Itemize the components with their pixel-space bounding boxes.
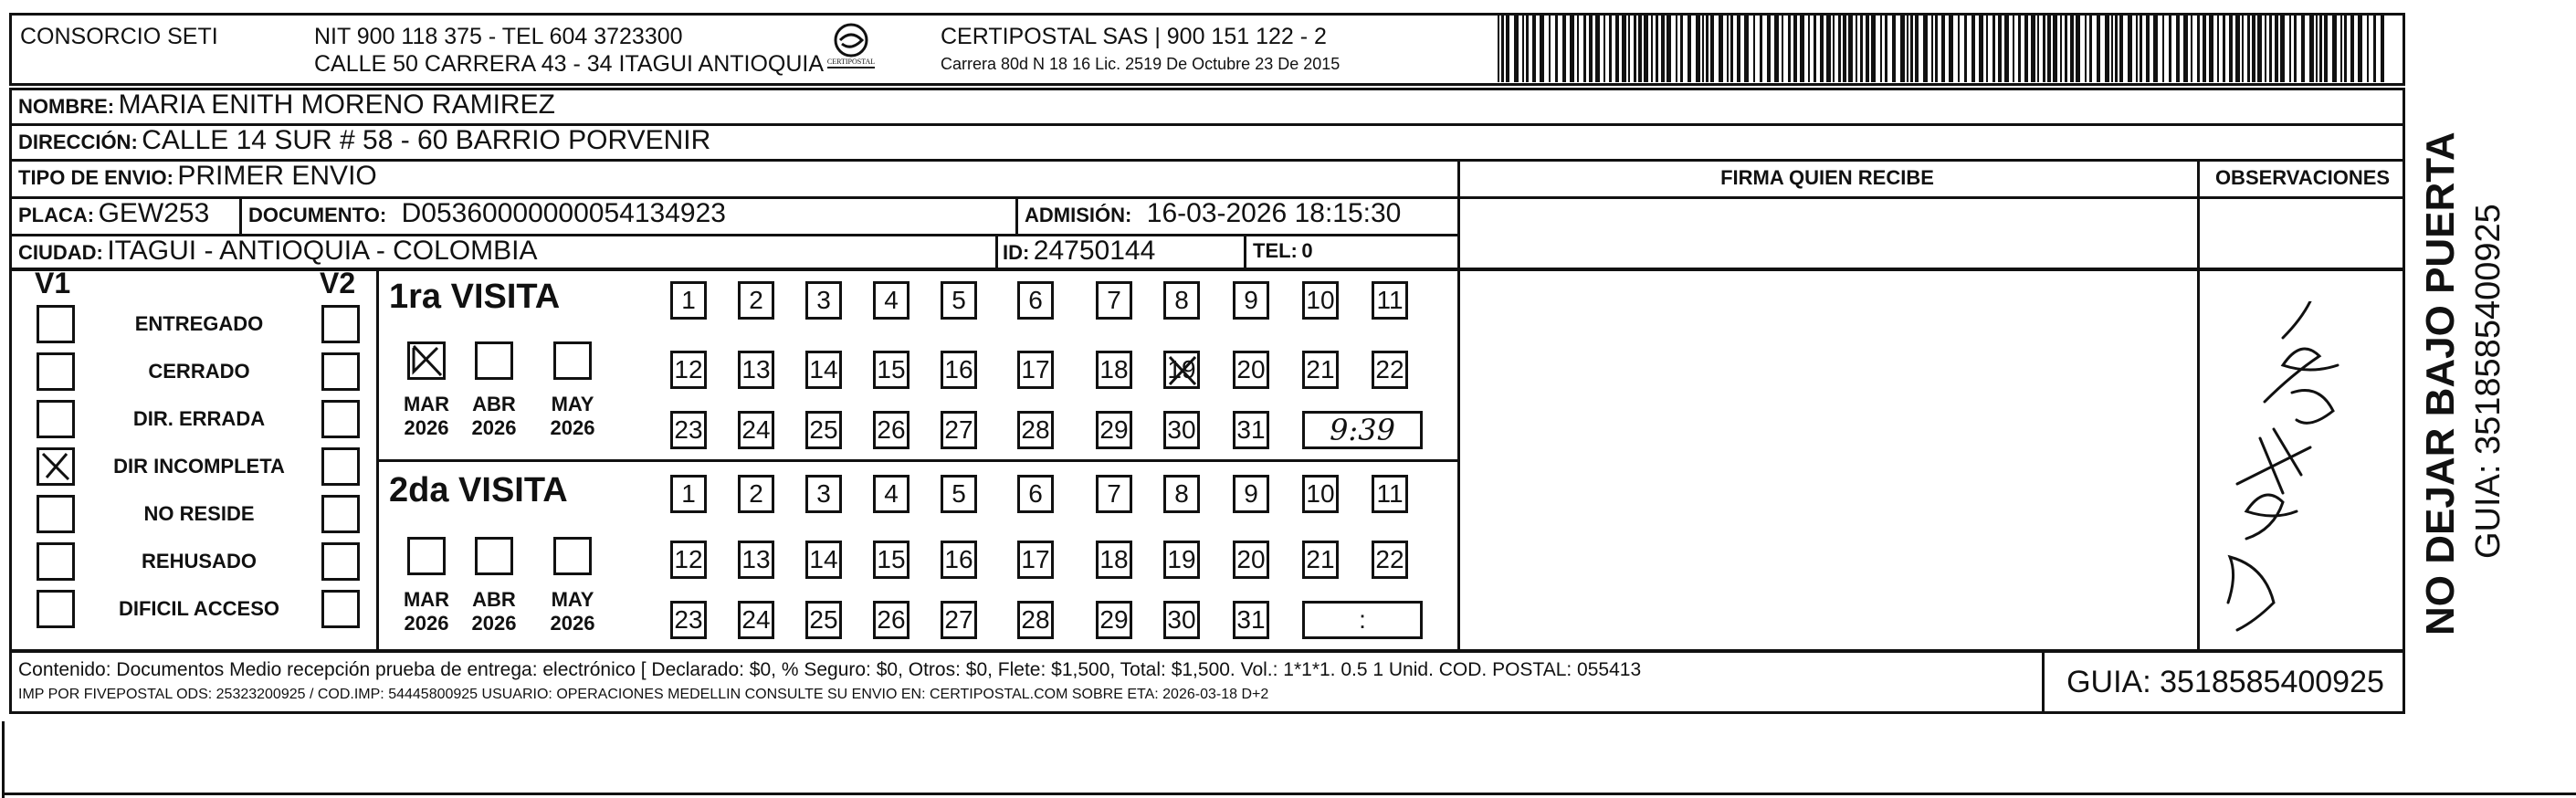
cell-divider: [1244, 234, 1246, 270]
second-visit-day-box[interactable]: [941, 475, 977, 513]
second-visit-day-box[interactable]: [1096, 475, 1132, 513]
first-visit-day-box[interactable]: [1017, 281, 1054, 320]
sign-header-line: [1457, 196, 2405, 199]
v2-checkbox[interactable]: [321, 495, 360, 533]
footer-content-line: Contenido: Documentos Medio recepción prueba de entrega: electrónico [ Declarado: $0, % Seguro: $0, Otros: $0, Flete: $1,500, Total: $1,500. Vol.: 1*1*1. 0.5 1 Unid. COD. POSTAL: 055413: [18, 659, 1642, 680]
first-visit-day-box[interactable]: [941, 351, 977, 389]
second-visit-day-box[interactable]: [805, 475, 842, 513]
first-visit-day-box[interactable]: [1233, 351, 1269, 389]
status-label: DIR. ERRADA: [132, 407, 266, 430]
second-visit-title: 2da VISITA: [389, 471, 568, 509]
day-number: 24: [741, 415, 771, 444]
x-mark-icon: [410, 344, 443, 377]
first-visit-day-box[interactable]: [1372, 281, 1408, 320]
second-visit-day-box[interactable]: [805, 541, 842, 579]
second-visit-month-checkbox[interactable]: [407, 537, 446, 575]
visit-divider: [376, 459, 1457, 462]
barcode-bars: [1494, 15, 2389, 82]
second-visit-day-box[interactable]: [1017, 475, 1054, 513]
day-number: 31: [1236, 605, 1266, 634]
first-visit-day-box[interactable]: [1163, 351, 1200, 389]
side-guia: GUIA: 3518585400925: [2469, 204, 2508, 559]
day-number: 8: [1174, 479, 1189, 508]
admision-value: 16-03-2026 18:15:30: [1146, 198, 1402, 228]
first-visit-day-box[interactable]: [670, 281, 707, 320]
day-number: 23: [674, 415, 703, 444]
status-label: DIR INCOMPLETA: [113, 455, 285, 478]
license-line: Carrera 80d N 18 16 Lic. 2519 De Octubre 23 De 2015: [941, 55, 1341, 73]
ciudad-label: CIUDAD:: [18, 241, 103, 264]
day-number: 29: [1099, 605, 1129, 634]
second-visit-day-box[interactable]: [941, 541, 977, 579]
first-visit-day-box[interactable]: [805, 351, 842, 389]
day-number: 12: [674, 545, 703, 573]
placa-label: PLACA:: [18, 204, 95, 226]
second-visit-day-box[interactable]: [1163, 601, 1200, 639]
first-visit-day-box[interactable]: [1096, 351, 1132, 389]
day-number: 17: [1021, 545, 1050, 573]
day-number: 20: [1236, 545, 1266, 573]
first-visit-day-box[interactable]: [873, 281, 909, 320]
first-visit-day-box[interactable]: [805, 411, 842, 449]
documento-cell: [248, 198, 726, 229]
admision-label: ADMISIÓN:: [1025, 204, 1132, 226]
tel-label: TEL:: [1253, 239, 1298, 262]
month-label: [399, 588, 454, 635]
second-visit-day-box[interactable]: [873, 541, 909, 579]
first-visit-day-box[interactable]: [1163, 411, 1200, 449]
first-visit-day-box[interactable]: [1163, 281, 1200, 320]
tipo-row: [18, 161, 377, 192]
first-visit-day-box[interactable]: [1372, 351, 1408, 389]
day-number: 3: [816, 479, 831, 508]
x-mark-icon: [1167, 354, 1198, 387]
day-number: 10: [1306, 479, 1335, 508]
month-year: 2026: [404, 416, 449, 439]
second-visit-day-box[interactable]: [1096, 541, 1132, 579]
second-visit-day-box[interactable]: [873, 475, 909, 513]
second-visit-day-box[interactable]: [1163, 541, 1200, 579]
visit-time: :: [1359, 605, 1366, 634]
day-number: 13: [741, 355, 771, 383]
id-value: 24750144: [1033, 236, 1156, 266]
day-number: 30: [1167, 415, 1196, 444]
tipo-label: TIPO DE ENVIO:: [18, 166, 173, 189]
month-label: [545, 393, 600, 440]
first-visit-day-box[interactable]: [873, 351, 909, 389]
v2-checkbox[interactable]: [321, 590, 360, 628]
day-number: 6: [1028, 479, 1043, 508]
day-number: 28: [1021, 415, 1050, 444]
cell-divider: [995, 234, 998, 270]
nombre-row: [18, 89, 555, 121]
second-visit-day-box[interactable]: [1233, 601, 1269, 639]
month-year: 2026: [550, 612, 595, 635]
first-visit-day-box[interactable]: [1233, 281, 1269, 320]
x-mark-icon: [39, 450, 72, 483]
status-label: CERRADO: [148, 360, 250, 383]
direccion-row: [18, 125, 710, 156]
day-number: 21: [1306, 545, 1335, 573]
first-visit-day-box[interactable]: [941, 411, 977, 449]
placa-cell: [18, 198, 209, 229]
v1-checkbox[interactable]: [37, 590, 75, 628]
day-number: 22: [1375, 545, 1404, 573]
day-number: 9: [1244, 479, 1258, 508]
first-visit-day-box[interactable]: [738, 281, 774, 320]
status-label: REHUSADO: [142, 550, 257, 572]
v1-checkbox[interactable]: [37, 542, 75, 581]
day-number: 11: [1376, 286, 1404, 314]
day-number: 18: [1099, 545, 1129, 573]
ciudad-value: ITAGUI - ANTIOQUIA - COLOMBIA: [107, 236, 538, 266]
second-visit-day-box[interactable]: [1017, 541, 1054, 579]
second-visit-day-box[interactable]: [738, 475, 774, 513]
documento-label: DOCUMENTO:: [248, 204, 387, 226]
first-visit-day-box[interactable]: [1302, 351, 1339, 389]
first-visit-month-checkbox[interactable]: [475, 341, 513, 380]
barcode: [1494, 15, 2389, 82]
second-visit-day-box[interactable]: [670, 601, 707, 639]
first-visit-day-box[interactable]: [1096, 281, 1132, 320]
v2-checkbox[interactable]: [321, 542, 360, 581]
day-number: 2: [749, 286, 763, 314]
v1-checkbox[interactable]: [37, 305, 75, 343]
day-number: 26: [877, 415, 906, 444]
first-visit-day-box[interactable]: [670, 351, 707, 389]
v2-checkbox[interactable]: [321, 400, 360, 438]
second-visit-day-box[interactable]: [1017, 601, 1054, 639]
first-visit-day-box[interactable]: [873, 411, 909, 449]
day-number: 14: [809, 355, 838, 383]
first-visit-day-box[interactable]: [1096, 411, 1132, 449]
day-number: 24: [741, 605, 771, 634]
day-number: 1: [681, 286, 696, 314]
second-visit-day-box[interactable]: [1372, 541, 1408, 579]
day-number: 9: [1244, 286, 1258, 314]
address-line: CALLE 50 CARRERA 43 - 34 ITAGUI ANTIOQUIA: [314, 51, 825, 77]
day-number: 16: [944, 355, 973, 383]
month-name: ABR: [472, 393, 516, 415]
logo-caption: CERTIPOSTAL: [826, 58, 876, 66]
month-name: MAR: [403, 393, 450, 415]
first-visit-day-box[interactable]: [941, 281, 977, 320]
day-number: 7: [1107, 479, 1121, 508]
firma-label: FIRMA QUIEN RECIBE: [1720, 166, 1934, 189]
day-number: 21: [1306, 355, 1335, 383]
v1-checkbox[interactable]: [37, 495, 75, 533]
nit-line: NIT 900 118 375 - TEL 604 3723300: [314, 24, 683, 49]
first-visit-day-box[interactable]: [1017, 411, 1054, 449]
day-number: 18: [1099, 355, 1129, 383]
first-visit-day-box[interactable]: [1302, 281, 1339, 320]
documento-value: D05360000000054134923: [401, 198, 726, 228]
second-visit-day-box[interactable]: [1096, 601, 1132, 639]
status-label: ENTREGADO: [134, 312, 264, 335]
visit-time: 9:39: [1330, 413, 1395, 447]
day-number: 22: [1375, 355, 1404, 383]
v2-checkbox[interactable]: [321, 447, 360, 486]
certipostal-logo: [815, 20, 888, 77]
day-number: 30: [1167, 605, 1196, 634]
day-number: 23: [674, 605, 703, 634]
month-name: MAY: [551, 393, 594, 415]
second-visit-month-checkbox[interactable]: [553, 537, 592, 575]
day-number: 20: [1236, 355, 1266, 383]
month-year: 2026: [550, 416, 595, 439]
second-visit-day-box[interactable]: [873, 601, 909, 639]
ciudad-cell: [18, 236, 538, 267]
second-visit-day-box[interactable]: [738, 601, 774, 639]
second-visit-day-box[interactable]: [1233, 475, 1269, 513]
first-visit-month-checkbox[interactable]: [407, 341, 446, 380]
day-number: 29: [1099, 415, 1129, 444]
second-visit-day-box[interactable]: [941, 601, 977, 639]
month-label: [467, 588, 521, 635]
day-number: 5: [952, 286, 966, 314]
direccion-value: CALLE 14 SUR # 58 - 60 BARRIO PORVENIR: [142, 125, 711, 155]
day-number: 16: [944, 545, 973, 573]
day-number: 27: [944, 415, 973, 444]
nombre-value: MARIA ENITH MORENO RAMIREZ: [118, 89, 555, 120]
day-number: 28: [1021, 605, 1050, 634]
second-visit-day-box[interactable]: [670, 475, 707, 513]
page-edge-line: [2, 721, 5, 798]
day-number: 19: [1167, 355, 1196, 383]
company-name: CONSORCIO SETI: [20, 24, 218, 49]
day-number: 8: [1174, 286, 1189, 314]
first-visit-day-box[interactable]: [670, 411, 707, 449]
status-label: DIFICIL ACCESO: [118, 597, 279, 620]
second-visit-month-checkbox[interactable]: [475, 537, 513, 575]
second-visit-time-box[interactable]: [1302, 601, 1423, 639]
v1-checkbox[interactable]: [37, 447, 75, 486]
page-bottom-line: [2, 793, 2576, 795]
id-label: ID:: [1003, 241, 1030, 264]
day-number: 15: [877, 355, 906, 383]
day-number: 14: [809, 545, 838, 573]
day-number: 4: [884, 286, 899, 314]
month-label: [545, 588, 600, 635]
placa-value: GEW253: [98, 198, 210, 228]
v1-checkbox[interactable]: [37, 400, 75, 438]
v2-checkbox[interactable]: [321, 352, 360, 391]
v1-checkbox[interactable]: [37, 352, 75, 391]
month-name: MAY: [551, 588, 594, 611]
month-label: [399, 393, 454, 440]
day-number: 17: [1021, 355, 1050, 383]
day-number: 3: [816, 286, 831, 314]
day-number: 6: [1028, 286, 1043, 314]
second-visit-day-box[interactable]: [670, 541, 707, 579]
day-number: 15: [877, 545, 906, 573]
day-number: 25: [809, 415, 838, 444]
v2-checkbox[interactable]: [321, 305, 360, 343]
footer-imp-line: IMP POR FIVEPOSTAL ODS: 25323200925 / COD.IMP: 54445800925 USUARIO: OPERACIONES MEDELLIN CONSULTE SU ENVIO EN: CERTIPOSTAL.COM SOBRE ETA: 2026-03-18 D+2: [18, 687, 1269, 702]
first-visit-day-box[interactable]: [1017, 351, 1054, 389]
side-warning: NO DEJAR BAJO PUERTA: [2418, 131, 2463, 635]
second-visit-day-box[interactable]: [1302, 541, 1339, 579]
v1-label: V1: [35, 267, 71, 299]
first-visit-day-box[interactable]: [738, 351, 774, 389]
footer-guia: GUIA: 3518585400925: [2066, 665, 2384, 699]
nombre-label: NOMBRE:: [18, 95, 115, 118]
certipostal-line: CERTIPOSTAL SAS | 900 151 122 - 2: [941, 24, 1327, 49]
first-visit-day-box[interactable]: [738, 411, 774, 449]
day-number: 1: [681, 479, 696, 508]
month-name: ABR: [472, 588, 516, 611]
day-number: 26: [877, 605, 906, 634]
tel-cell: [1253, 239, 1313, 263]
tel-value: 0: [1301, 239, 1313, 262]
day-number: 7: [1107, 286, 1121, 314]
first-visit-title: 1ra VISITA: [389, 278, 561, 316]
observaciones-label: OBSERVACIONES: [2214, 166, 2391, 189]
cell-divider: [239, 196, 242, 234]
month-year: 2026: [471, 612, 517, 635]
first-visit-day-box[interactable]: [805, 281, 842, 320]
day-number: 25: [809, 605, 838, 634]
cell-divider: [1015, 196, 1018, 234]
v2-label: V2: [320, 267, 356, 299]
day-number: 19: [1167, 545, 1196, 573]
footer-divider: [2042, 650, 2045, 714]
first-visit-day-box[interactable]: [1233, 411, 1269, 449]
month-year: 2026: [404, 612, 449, 635]
day-number: 5: [952, 479, 966, 508]
day-number: 4: [884, 479, 899, 508]
admision-cell: [1025, 198, 1401, 229]
status-label: NO RESIDE: [143, 502, 255, 525]
day-number: 2: [749, 479, 763, 508]
second-visit-day-box[interactable]: [1233, 541, 1269, 579]
second-visit-day-box[interactable]: [1163, 475, 1200, 513]
id-cell: [1003, 236, 1155, 267]
second-visit-day-box[interactable]: [805, 601, 842, 639]
day-number: 10: [1306, 286, 1335, 314]
first-visit-month-checkbox[interactable]: [553, 341, 592, 380]
direccion-label: DIRECCIÓN:: [18, 131, 138, 153]
month-year: 2026: [471, 416, 517, 439]
tipo-value: PRIMER ENVIO: [177, 161, 377, 191]
second-visit-day-box[interactable]: [1372, 475, 1408, 513]
day-number: 13: [741, 545, 771, 573]
second-visit-day-box[interactable]: [1302, 475, 1339, 513]
day-number: 27: [944, 605, 973, 634]
second-visit-day-box[interactable]: [738, 541, 774, 579]
day-number: 11: [1376, 479, 1404, 508]
month-name: MAR: [403, 588, 450, 611]
day-number: 31: [1236, 415, 1266, 444]
month-label: [467, 393, 521, 440]
first-visit-time-box[interactable]: [1302, 411, 1423, 449]
day-number: 12: [674, 355, 703, 383]
